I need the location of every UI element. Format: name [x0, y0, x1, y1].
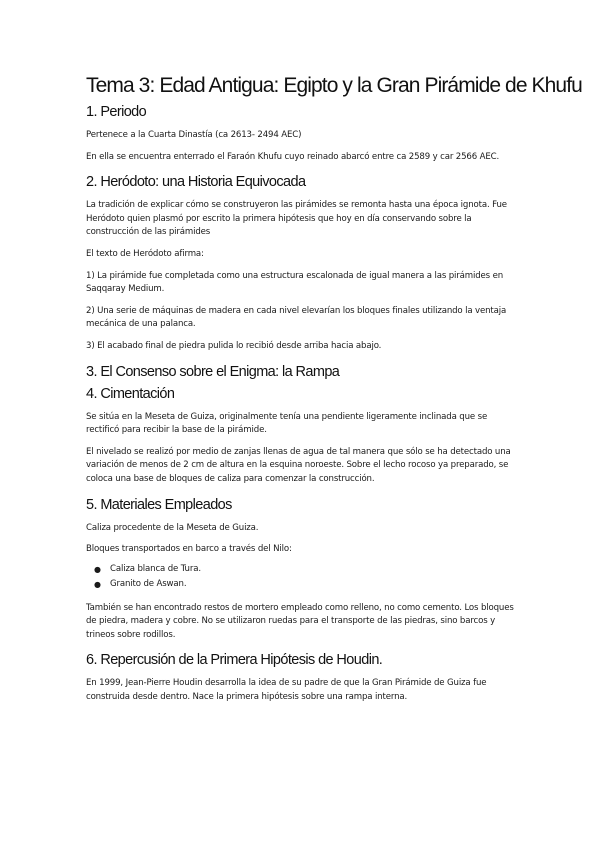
paragraph: 2) Una serie de máquinas de madera en cada nivel elevarían los bloques finales utilizando la ventaja mecánica de una palanca. [86, 305, 507, 330]
section-heading-consenso: 3. El Consenso sobre el Enigma: la Rampa [86, 363, 340, 380]
paragraph: Bloques transportados en barco a través del Nilo: [86, 544, 292, 555]
list-item: ● Granito de Aswan. [110, 577, 516, 593]
bullet-icon: ● [94, 580, 101, 590]
paragraph: El texto de Heródoto afirma: [86, 248, 204, 259]
paragraph: El nivelado se realizó por medio de zanjas llenas de agua de tal manera que sólo se ha detectado una variación de menos de 2 cm de altura en la esquina noroeste. Sobre el lecho rocoso ya preparado, se coloca una base de bloques de caliza para comenzar la construcción. [86, 446, 511, 484]
paragraph: Caliza procedente de la Meseta de Guiza. [86, 522, 259, 533]
paragraph: Pertenece a la Cuarta Dinastía (ca 2613- 2494 AEC) [86, 130, 302, 140]
paragraph: En ella se encuentra enterrado el Faraón Khufu cuyo reinado abarcó entre ca 2589 y car 2566 AEC. [86, 151, 500, 162]
paragraph: 1) La pirámide fue completada como una estructura escalonada de igual manera a las pirámides en Saqqaray Medium. [86, 270, 504, 295]
bullet-icon: ● [94, 564, 101, 574]
section-heading-materiales: 5. Materiales Empleados [86, 496, 232, 513]
list-item: ● Caliza blanca de Tura. [110, 562, 516, 578]
section-heading-cimentacion: 4. Cimentación [86, 385, 175, 402]
document-body [86, 74, 582, 705]
paragraph: 3) El acabado final de piedra pulida lo recibió desde arriba hacia abajo. [86, 340, 382, 351]
paragraph: En 1999, Jean-Pierre Houdin desarrolla la idea de su padre de que la Gran Pirámide de Guiza fue construida desde dentro. Nace la primera hipótesis sobre una rampa interna. [86, 678, 487, 703]
bullet-list [86, 562, 516, 593]
section-heading-repercusion: 6. Repercusión de la Primera Hipótesis de Houdin. [86, 652, 383, 669]
paragraph: La tradición de explicar cómo se construyeron las pirámides se remonta hasta una época ignota. Fue Heródoto quien plasmó por escrito la primera hipótesis que hoy en día conservando sobre la construcción de las pirámides [86, 200, 507, 238]
document-title: Tema 3: Edad Antigua: Egipto y la Gran Pirámide de Khufu [86, 74, 582, 97]
section-heading-herodoto: 2. Heródoto: una Historia Equivocada [86, 174, 306, 191]
paragraph: Se sitúa en la Meseta de Guiza, originalmente tenía una pendiente ligeramente inclinada que se rectificó para recibir la base de la pirámide. [86, 411, 488, 436]
paragraph: También se han encontrado restos de mortero empleado como relleno, no como cemento. Los bloques de piedra, madera y cobre. No se utilizaron ruedas para el transporte de las piedras, sino barcos y trineos sobre rodillos. [86, 602, 514, 640]
section-heading-periodo: 1. Periodo [86, 104, 147, 120]
